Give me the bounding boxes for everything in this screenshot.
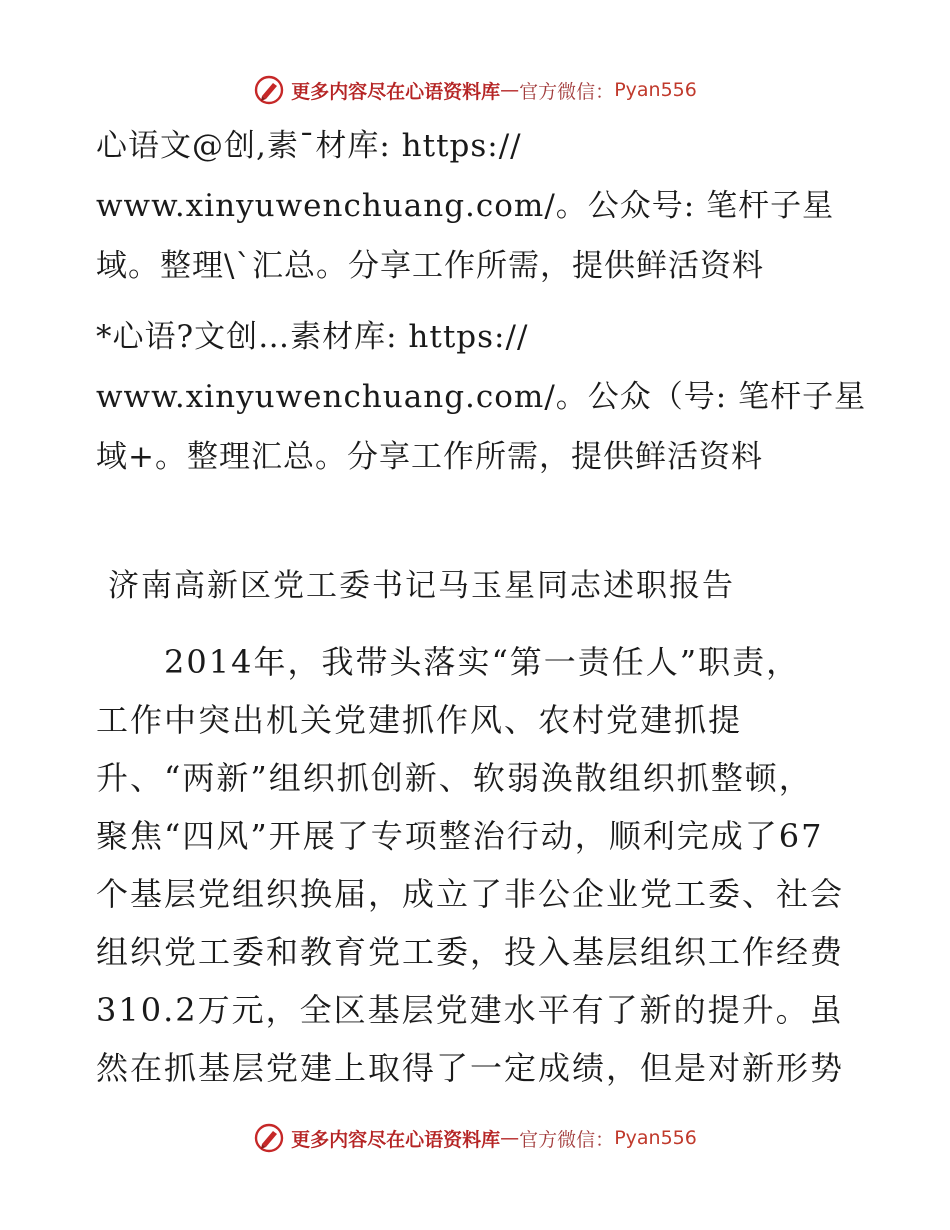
body-line: 聚焦“四风”开展了专项整治行动，顺利完成了67 [96, 817, 824, 855]
watermark-line: 域。整理\`汇总。分享工作所需，提供鲜活资料 [96, 248, 764, 284]
footer-banner [0, 1118, 950, 1158]
banner-wechat-id: Pyan556 [614, 79, 697, 101]
body-line: 升、“两新”组织抓创新、软弱涣散组织抓整顿， [96, 759, 813, 797]
banner-main-text: 更多内容尽在心语资料库 [291, 80, 501, 103]
body-line: 310.2万元，全区基层党建水平有了新的提升。虽 [96, 991, 844, 1029]
pen-logo-icon [253, 1122, 285, 1154]
watermark-line: *心语?文创…素材库: https:// [96, 319, 529, 355]
watermark-line: www.xinyuwenchuang.com/。公众号: 笔杆子星 [96, 188, 835, 224]
watermark-line: 域+。整理汇总。分享工作所需，提供鲜活资料 [96, 439, 763, 475]
pen-logo-icon [253, 74, 285, 106]
document-title: 济南高新区党工委书记马玉星同志述职报告 [108, 568, 735, 604]
watermark-line: www.xinyuwenchuang.com/。公众（号: 笔杆子星 [96, 379, 867, 415]
body-line: 工作中突出机关党建抓作风、农村党建抓提 [96, 701, 743, 739]
body-line: 组织党工委和教育党工委，投入基层组织工作经费 [96, 933, 845, 971]
banner-wechat-label: 官方微信： [519, 80, 615, 103]
body-line: 个基层党组织换届，成立了非公企业党工委、社会 [96, 875, 845, 913]
banner-wechat-label: 官方微信： [519, 1128, 615, 1151]
banner-separator: — [500, 1127, 520, 1149]
body-line: 然在抓基层党建上取得了一定成绩，但是对新形势 [96, 1049, 845, 1087]
header-banner [0, 70, 950, 110]
body-line: 2014年，我带头落实“第一责任人”职责， [96, 643, 801, 681]
watermark-line: 心语文@创,素¯材库: https:// [96, 128, 522, 164]
banner-separator: — [500, 79, 520, 101]
banner-wechat-id: Pyan556 [614, 1127, 697, 1149]
banner-main-text: 更多内容尽在心语资料库 [291, 1128, 501, 1151]
